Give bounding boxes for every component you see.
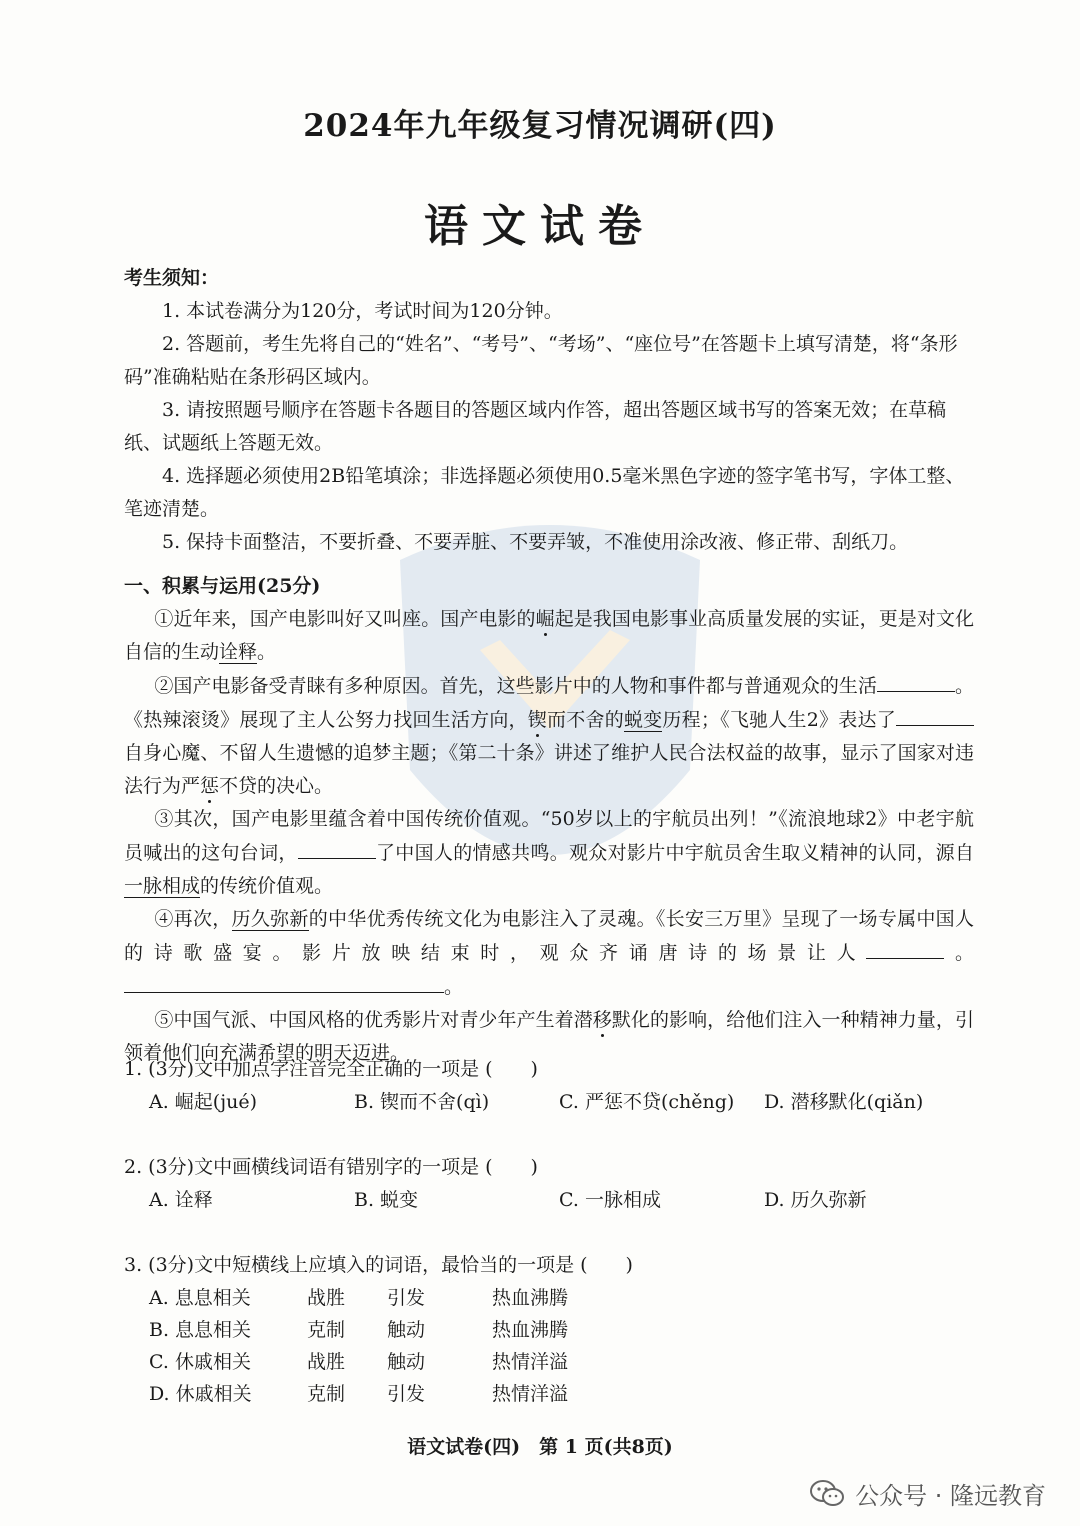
option-row-c: C. 休戚相关 战胜 触动 热情洋溢 bbox=[149, 1351, 569, 1373]
candidate-notice bbox=[124, 262, 974, 559]
dotted-char: 惩 bbox=[200, 775, 220, 797]
dotted-char: 移 bbox=[592, 1009, 612, 1031]
question-1 bbox=[124, 1053, 974, 1119]
question-list bbox=[124, 1053, 974, 1410]
fill-blank bbox=[298, 836, 376, 859]
notice-item: 1. 本试卷满分为120分，考试时间为120分钟。 bbox=[162, 300, 563, 322]
option-a: A. 诠释 bbox=[149, 1189, 213, 1211]
option-c: C. 一脉相成 bbox=[559, 1189, 661, 1211]
subject-title: 语文试卷 bbox=[424, 201, 656, 252]
option-b: B. 蜕变 bbox=[354, 1189, 419, 1211]
wechat-watermark bbox=[809, 1476, 1046, 1511]
watermark-text: 公众号 · 隆远教育 bbox=[855, 1482, 1046, 1510]
passage-paragraph-1: ①近年来，国产电影叫好又叫座。国产电影的崛起是我国电影事业高质量发展的实证，更是对文化自信的生动诠释。 bbox=[124, 608, 974, 663]
section-accumulation bbox=[124, 570, 974, 1070]
option-d: D. 历久弥新 bbox=[764, 1189, 867, 1211]
passage-paragraph-3: ③其次，国产电影里蕴含着中国传统价值观。“50岁以上的宇航员出列！”《流浪地球2》中老宇航员喊出的这句台词， 了中国人的情感共鸣。观众对影片中宇航员舍生取义精神的认同，源自一脉相成的传统价值观。 bbox=[124, 808, 974, 897]
exam-title: 2024年九年级复习情况调研(四) bbox=[303, 108, 777, 144]
fill-blank bbox=[866, 936, 944, 959]
question-2 bbox=[124, 1151, 974, 1217]
passage-paragraph-5: ⑤中国气派、中国风格的优秀影片对青少年产生着潜移默化的影响，给他们注入一种精神力量，引领着他们向充满希望的明天迈进。 bbox=[124, 1009, 974, 1064]
question-stem: 1. (3分)文中加点字注音完全正确的一项是 ( ) bbox=[124, 1058, 538, 1080]
notice-item: 3. 请按照题号顺序在答题卡各题目的答题区域内作答，超出答题区域书写的答案无效；在草稿纸、试题纸上答题无效。 bbox=[124, 399, 947, 454]
question-stem: 3. (3分)文中短横线上应填入的词语，最恰当的一项是 ( ) bbox=[124, 1254, 633, 1276]
underlined-word: 历久弥新 bbox=[231, 908, 309, 930]
option-row-d: D. 休戚相关 克制 引发 热情洋溢 bbox=[149, 1383, 569, 1405]
underlined-word: 蜕变 bbox=[623, 709, 663, 731]
dotted-char: 崛 bbox=[535, 608, 555, 630]
notice-heading: 考生须知： bbox=[124, 267, 220, 289]
wechat-icon bbox=[809, 1479, 845, 1509]
underlined-word: 一脉相成 bbox=[124, 875, 201, 897]
notice-item: 4. 选择题必须使用2B铅笔填涂；非选择题必须使用0.5毫米黑色字迹的签字笔书写，字体工整、笔迹清楚。 bbox=[124, 465, 965, 520]
fill-blank bbox=[877, 669, 955, 692]
option-b: B. 锲而不舍(qì) bbox=[354, 1091, 490, 1113]
fill-blank bbox=[896, 703, 974, 726]
fill-blank-long bbox=[124, 970, 444, 993]
notice-item: 5. 保持卡面整洁，不要折叠、不要弄脏、不要弄皱，不准使用涂改液、修正带、刮纸刀。 bbox=[162, 531, 909, 553]
page-footer: 语文试卷(四) 第 1 页(共8页) bbox=[407, 1436, 673, 1458]
passage-paragraph-4: ④再次，历久弥新的中华优秀传统文化为电影注入了灵魂。《长安三万里》呈现了一场专属中国人的诗歌盛宴。影片放映结束时，观众齐诵唐诗的场景让人 。。 bbox=[124, 908, 974, 998]
underlined-word: 诠释 bbox=[219, 641, 258, 663]
option-d: D. 潜移默化(qiǎn) bbox=[764, 1091, 924, 1113]
dotted-char: 锲 bbox=[527, 709, 548, 731]
option-row-a: A. 息息相关 战胜 引发 热血沸腾 bbox=[149, 1287, 569, 1309]
passage-paragraph-2: ②国产电影备受青睐有多种原因。首先，这些影片中的人物和事件都与普通观众的生活 。《热辣滚烫》展现了主人公努力找回生活方向，锲而不舍的蜕变历程；《飞驰人生2》表达了自身心魔、不留人生遗憾的追梦主题；《第二十条》讲述了维护人民合法权益的故事，显示了国家对违法行为严惩不贷的决心。 bbox=[124, 669, 974, 803]
option-c: C. 严惩不贷(chěng) bbox=[559, 1091, 735, 1113]
question-3 bbox=[124, 1249, 974, 1410]
option-row-b: B. 息息相关 克制 触动 热血沸腾 bbox=[149, 1319, 569, 1341]
section-heading: 一、积累与运用(25分) bbox=[124, 575, 321, 597]
option-a: A. 崛起(jué) bbox=[149, 1091, 257, 1113]
question-stem: 2. (3分)文中画横线词语有错别字的一项是 ( ) bbox=[124, 1156, 538, 1178]
notice-item: 2. 答题前，考生先将自己的“姓名”、“考号”、“考场”、“座位号”在答题卡上填写清楚，将“条形码”准确粘贴在条形码区域内。 bbox=[124, 333, 958, 388]
